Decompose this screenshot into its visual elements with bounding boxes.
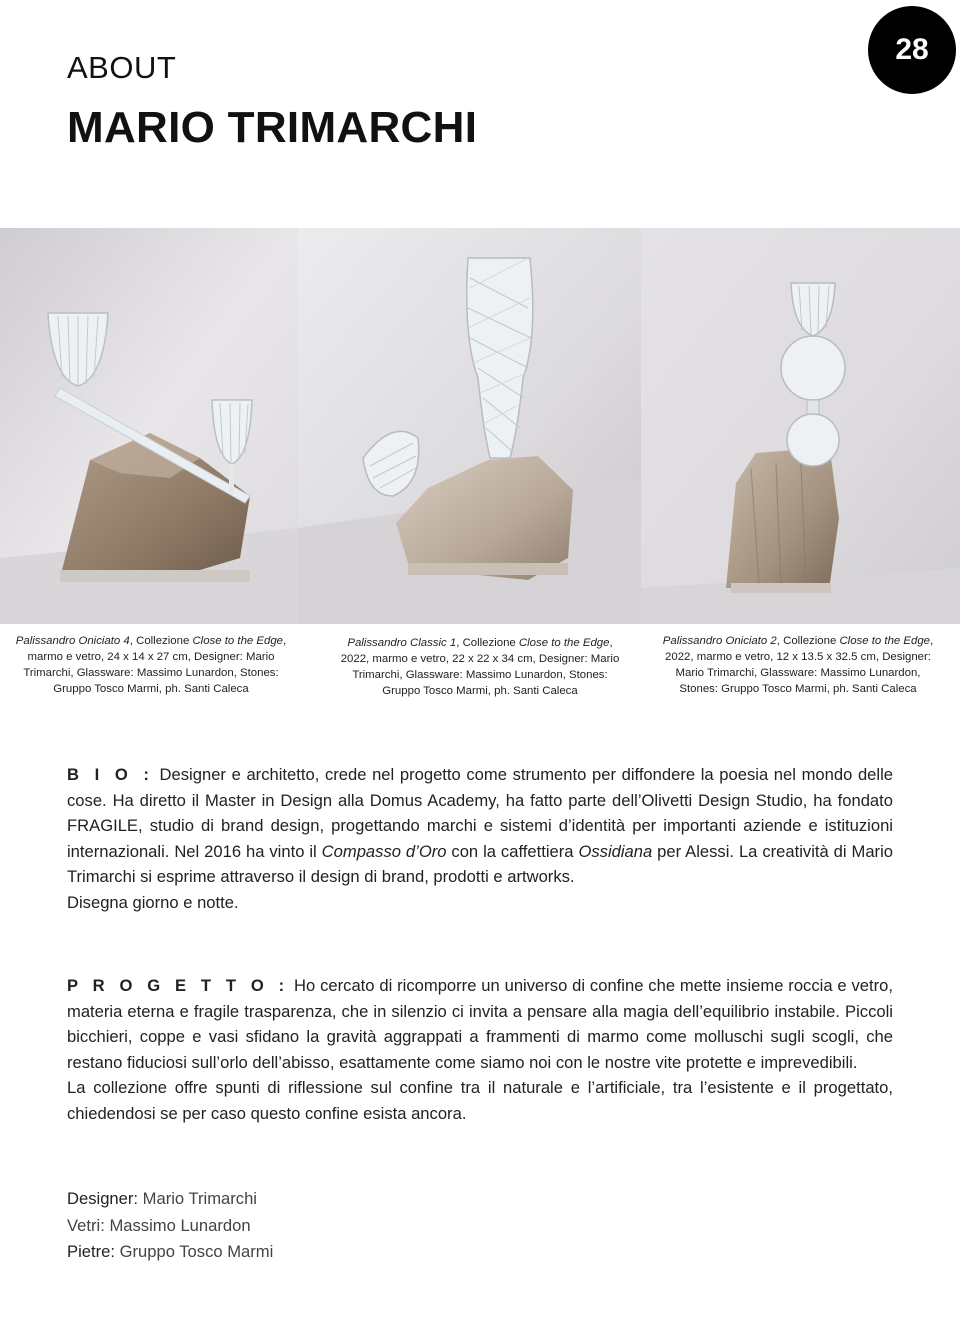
bio-product: Ossidiana	[578, 841, 653, 861]
page-title: MARIO TRIMARCHI	[67, 103, 478, 152]
bio-text-3: per Alessi. La creatività di Mario Trimarchi si esprime attraverso il design di brand, prodotti e artworks.	[67, 841, 893, 886]
photo-palissandro-oniciato-2	[641, 228, 960, 624]
caption-separator: , Collezione	[456, 637, 519, 649]
bio-text-2: con la caffettiera	[446, 841, 579, 861]
project-paragraph	[67, 973, 893, 1075]
project-label: P R O G E T T O :	[67, 976, 290, 995]
credit-value: Gruppo Tosco Marmi	[119, 1242, 274, 1261]
caption-separator: , Collezione	[129, 635, 193, 647]
bio-section	[67, 762, 893, 915]
caption-details: , 2022, marmo e vetro, 12 x 13.5 x 32.5 cm, Designer: Mario Trimarchi, Glassware: Massimo Lunardon, Stones: Gruppo Tosco Marmi, ph. Santi Caleca	[665, 635, 934, 695]
page-number: 28	[895, 33, 929, 66]
photo-palissandro-oniciato-4	[0, 228, 298, 624]
credit-stones	[67, 1239, 273, 1266]
caption-collection-name: Close to the Edge	[839, 635, 931, 647]
caption-artwork-name: Palissandro Oniciato 4	[15, 635, 130, 647]
credit-label: Vetri:	[67, 1215, 105, 1235]
photo-strip	[0, 228, 960, 624]
bio-label: B I O :	[67, 765, 154, 784]
caption-details: , marmo e vetro, 24 x 14 x 27 cm, Designer: Mario Trimarchi, Glassware: Massimo Lunardon, Stones: Gruppo Tosco Marmi, ph. Santi Caleca	[23, 635, 287, 695]
credit-value: Mario Trimarchi	[142, 1189, 257, 1208]
photo-caption-1	[10, 633, 292, 697]
photo-caption-2	[336, 635, 624, 699]
credit-label: Pietre:	[67, 1242, 115, 1261]
photo-palissandro-classic-1	[298, 228, 641, 624]
photo-caption-3	[660, 633, 936, 697]
caption-details: , 2022, marmo e vetro, 22 x 22 x 34 cm, Designer: Mario Trimarchi, Glassware: Massimo Lunardon, Stones: Gruppo Tosco Marmi, ph. Santi Caleca	[340, 637, 620, 697]
caption-artwork-name: Palissandro Classic 1	[347, 637, 457, 649]
caption-artwork-name: Palissandro Oniciato 2	[662, 635, 777, 647]
bio-paragraph	[67, 762, 893, 890]
page-number-badge	[868, 6, 956, 94]
bio-award: Compasso d’Oro	[321, 841, 447, 861]
caption-collection-name: Close to the Edge	[518, 637, 610, 649]
credit-label: Designer:	[67, 1189, 139, 1208]
caption-separator: , Collezione	[776, 635, 840, 647]
bio-closing-line: Disegna giorno e notte.	[67, 892, 239, 912]
project-paragraph-2: La collezione offre spunti di riflessione sul confine tra il naturale e l’artificiale, tra l’esistente e il progettato, chiedendosi se per caso questo confine esista ancora.	[67, 1078, 893, 1123]
credits-list	[67, 1186, 273, 1266]
credit-value: Massimo Lunardon	[109, 1215, 251, 1235]
credit-designer	[67, 1186, 273, 1213]
project-section	[67, 973, 893, 1126]
credit-glass	[67, 1213, 273, 1240]
section-kicker: ABOUT	[67, 50, 177, 85]
project-text-1: Ho cercato di ricomporre un universo di confine che mette insieme roccia e vetro, materia eterna e fragile trasparenza, che in silenzio ci invita a pensare alla magia dell’equilibrio instabile. Piccoli bicchieri, coppe e vasi sfidano la gravità aggrappati a frammenti di marmo come molluschi sugli scogli, che restano fiduciosi sull’orlo dell’abisso, esattamente come siamo noi con le nostre vite protette e imprevedibili.	[67, 976, 893, 1072]
caption-collection-name: Close to the Edge	[192, 635, 284, 647]
bio-text-1: Designer e architetto, crede nel progetto come strumento per diffondere la poesia nel mondo delle cose. Ha diretto il Master in Design alla Domus Academy, ha fatto parte dell’Olivetti Design Studio, ha fondato FRAGILE, studio di brand design, progettando marchi e sistemi d’identità per importanti aziende e istituzioni internazionali. Nel 2016 ha vinto il	[67, 765, 894, 861]
